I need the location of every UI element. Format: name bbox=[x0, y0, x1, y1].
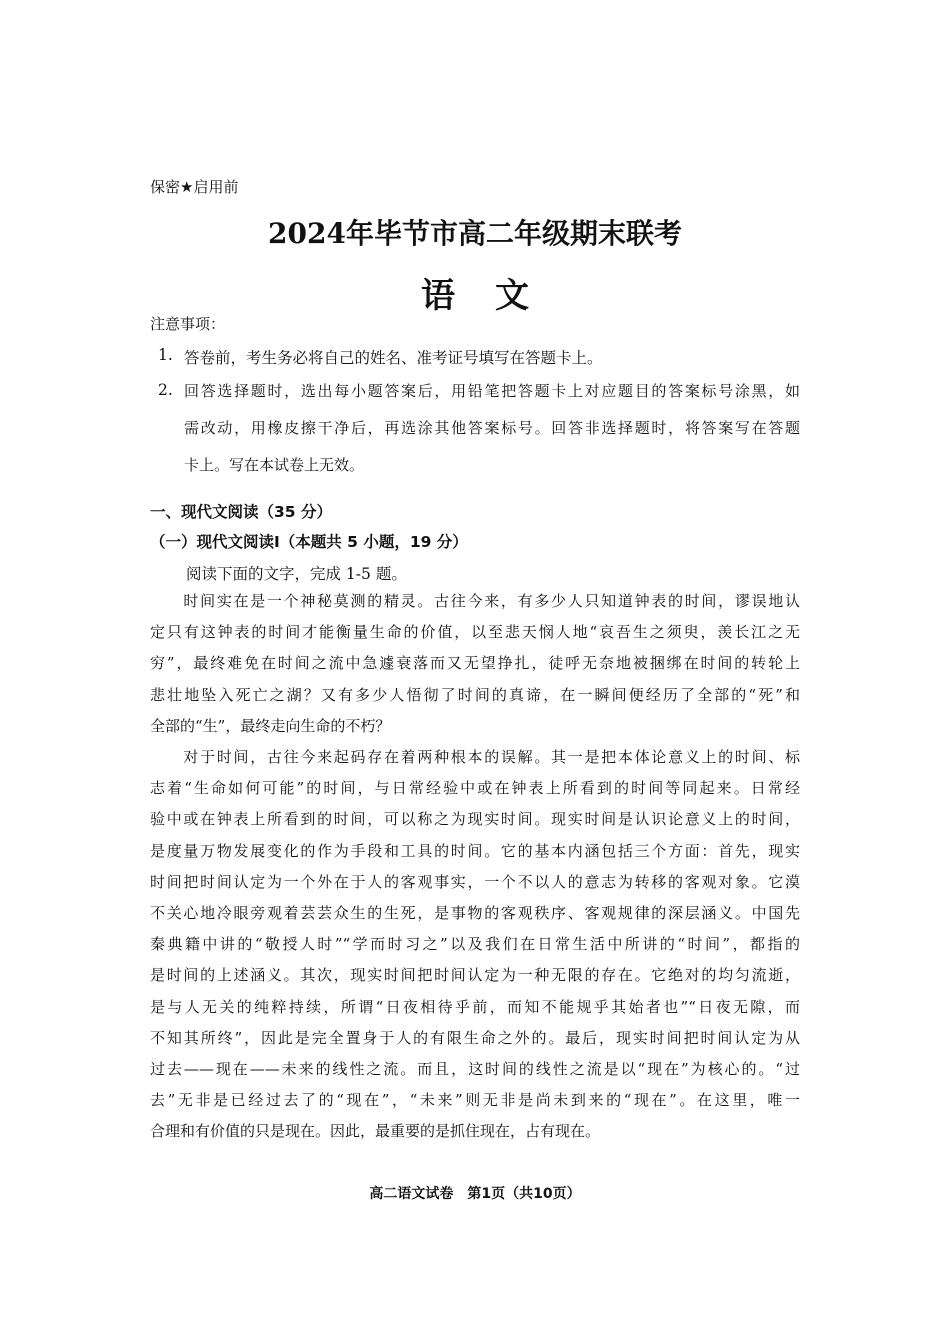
confidential-label: 保密★启用前 bbox=[150, 178, 239, 196]
passage-line: 穷”，最终难免在时间之流中急遽衰落而又无望挣扎，徒呼无奈地被捆绑在时间的转轮上 bbox=[150, 654, 800, 673]
notice-line: 卡上。写在本试卷上无效。 bbox=[184, 456, 365, 474]
notice-item-number: 2. bbox=[158, 381, 173, 399]
passage-line: 全部的“生”，最终走向生命的不朽？ bbox=[150, 716, 391, 735]
passage-line: 志着“生命如何可能”的时间，与日常经验中或在钟表上所看到的时间等同起来。日常经 bbox=[150, 779, 800, 798]
notice-item-text-block bbox=[184, 373, 800, 484]
reading-instruction: 阅读下面的文字，完成 1-5 题。 bbox=[186, 565, 407, 583]
passage-line: 合理和有价值的只是现在。因此，最重要的是抓住现在，占有现在。 bbox=[150, 1122, 601, 1141]
section-heading: 一、现代文阅读（35 分） bbox=[150, 503, 332, 521]
subsection-heading: （一）现代文阅读Ⅰ（本题共 5 小题，19 分） bbox=[150, 533, 468, 551]
passage-line: 是与人无关的纯粹持续，所谓“日夜相待乎前，而知不能规乎其始者也”“日夜无隙，而 bbox=[150, 997, 800, 1016]
passage-line: 过去——现在——未来的线性之流。而且，这时间的线性之流是以“现在”为核心的。“过 bbox=[150, 1059, 800, 1078]
notice-item-number: 1. bbox=[158, 346, 173, 364]
passage-line: 不知其所终”，因此是完全置身于人的有限生命之外的。最后，现实时间把时间认定为从 bbox=[150, 1028, 800, 1047]
passage-paragraph-2 bbox=[150, 742, 800, 1147]
passage-line: 去”无非是已经过去了的“现在”，“未来”则无非是尚未到来的“现在”。在这里，唯一 bbox=[150, 1091, 800, 1110]
subject-char-1: 语 bbox=[421, 276, 455, 316]
notice-heading: 注意事项： bbox=[150, 315, 226, 333]
passage-line: 秦典籍中讲的“敬授人时”“学而时习之”以及我们在日常生活中所讲的“时间”，都指的 bbox=[150, 935, 800, 954]
passage-line: 悲壮地坠入死亡之湖？又有多少人悟彻了时间的真谛，在一瞬间便经历了全部的“死”和 bbox=[150, 685, 800, 704]
exam-title: 2024年毕节市高二年级期末联考 bbox=[268, 217, 682, 250]
notice-item-text: 答卷前，考生务必将自己的姓名、准考证号填写在答题卡上。 bbox=[184, 349, 603, 367]
subject-char-2: 文 bbox=[495, 276, 529, 316]
passage-paragraph-1 bbox=[150, 586, 800, 742]
page-footer: 高二语文试卷 第1页（共10页） bbox=[369, 1186, 581, 1202]
passage-line: 对于时间，古往今来起码存在着两种根本的误解。其一是把本体论意义上的时间、标 bbox=[150, 748, 800, 766]
passage-line: 验中或在钟表上所看到的时间，可以称之为现实时间。现实时间是认识论意义上的时间， bbox=[150, 810, 800, 829]
notice-line: 回答选择题时，选出每小题答案后，用铅笔把答题卡上对应题目的答案标号涂黑，如 bbox=[184, 382, 800, 400]
passage-line: 时间把时间认定为一个外在于人的客观事实，一个不以人的意志为转移的客观对象。它漠 bbox=[150, 872, 800, 891]
passage-line: 定只有这钟表的时间才能衡量生命的价值，以至悲天悯人地“哀吾生之须臾，羡长江之无 bbox=[150, 623, 800, 642]
passage-line: 是时间的上述涵义。其次，现实时间把时间认定为一种无限的存在。它绝对的均匀流逝， bbox=[150, 966, 800, 985]
subject-title bbox=[0, 268, 950, 317]
passage-line: 是度量万物发展变化的作为手段和工具的时间。它的基本内涵包括三个方面：首先，现实 bbox=[150, 841, 800, 860]
notice-line: 需改动，用橡皮擦干净后，再选涂其他答案标号。回答非选择题时，将答案写在答题 bbox=[184, 419, 800, 437]
passage-line: 不关心地冷眼旁观着芸芸众生的生死，是事物的客观秩序、客观规律的深层涵义。中国先 bbox=[150, 903, 800, 922]
passage-line: 时间实在是一个神秘莫测的精灵。古往今来，有多少人只知道钟表的时间，谬误地认 bbox=[150, 592, 800, 610]
